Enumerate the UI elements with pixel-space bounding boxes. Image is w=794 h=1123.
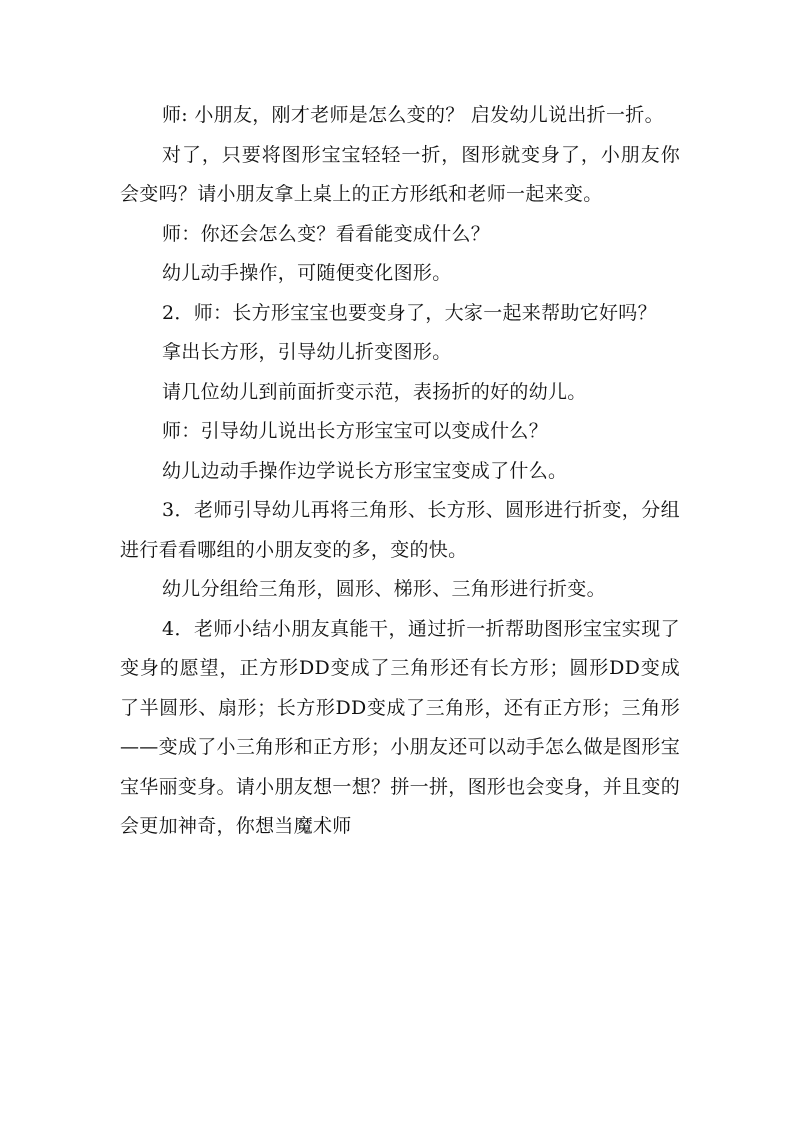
paragraph-2: 对了，只要将图形宝宝轻轻一折，图形就变身了，小朋友你会变吗？请小朋友拿上桌上的正方形纸和老师一起来变。: [120, 143, 680, 205]
paragraph-12: 4．老师小结小朋友真能干，通过折一折帮助图形宝宝实现了变身的愿望，正方形DD变成了三角形还有长方形；圆形DD变成了半圆形、扇形；长方形DD变成了三角形，还有正方形；三角形——变成了小三角形和正方形；小朋友还可以动手怎么做是图形宝宝华丽变身。请小朋友想一想？拼一拼，图形也会变身，并且变的会更加神奇，你想当魔术师: [120, 617, 680, 837]
paragraph-4: 幼儿动手操作，可随便变化图形。: [162, 262, 452, 284]
document-body: [120, 96, 680, 847]
paragraph-6: 拿出长方形，引导幼儿折变图形。: [162, 341, 452, 363]
paragraph-7: 请几位幼儿到前面折变示范，表扬折的好的幼儿。: [162, 380, 587, 403]
paragraph-10: 3．老师引导幼儿再将三角形、长方形、圆形进行折变，分组进行看看哪组的小朋友变的多，变的快。: [120, 499, 680, 561]
paragraph-1: 师: 小朋友，刚才老师是怎么变的？ 启发幼儿说出折一折。: [162, 104, 664, 126]
paragraph-3: 师：你还会怎么变？看看能变成什么？: [162, 222, 491, 245]
paragraph-8: 师：引导幼儿说出长方形宝宝可以变成什么？: [162, 420, 549, 442]
paragraph-9: 幼儿边动手操作边学说长方形宝宝变成了什么。: [162, 459, 568, 482]
paragraph-11: 幼儿分组给三角形，圆形、梯形、三角形进行折变。: [162, 578, 606, 600]
paragraph-5: 2．师：长方形宝宝也要变身了，大家一起来帮助它好吗？: [162, 301, 657, 324]
